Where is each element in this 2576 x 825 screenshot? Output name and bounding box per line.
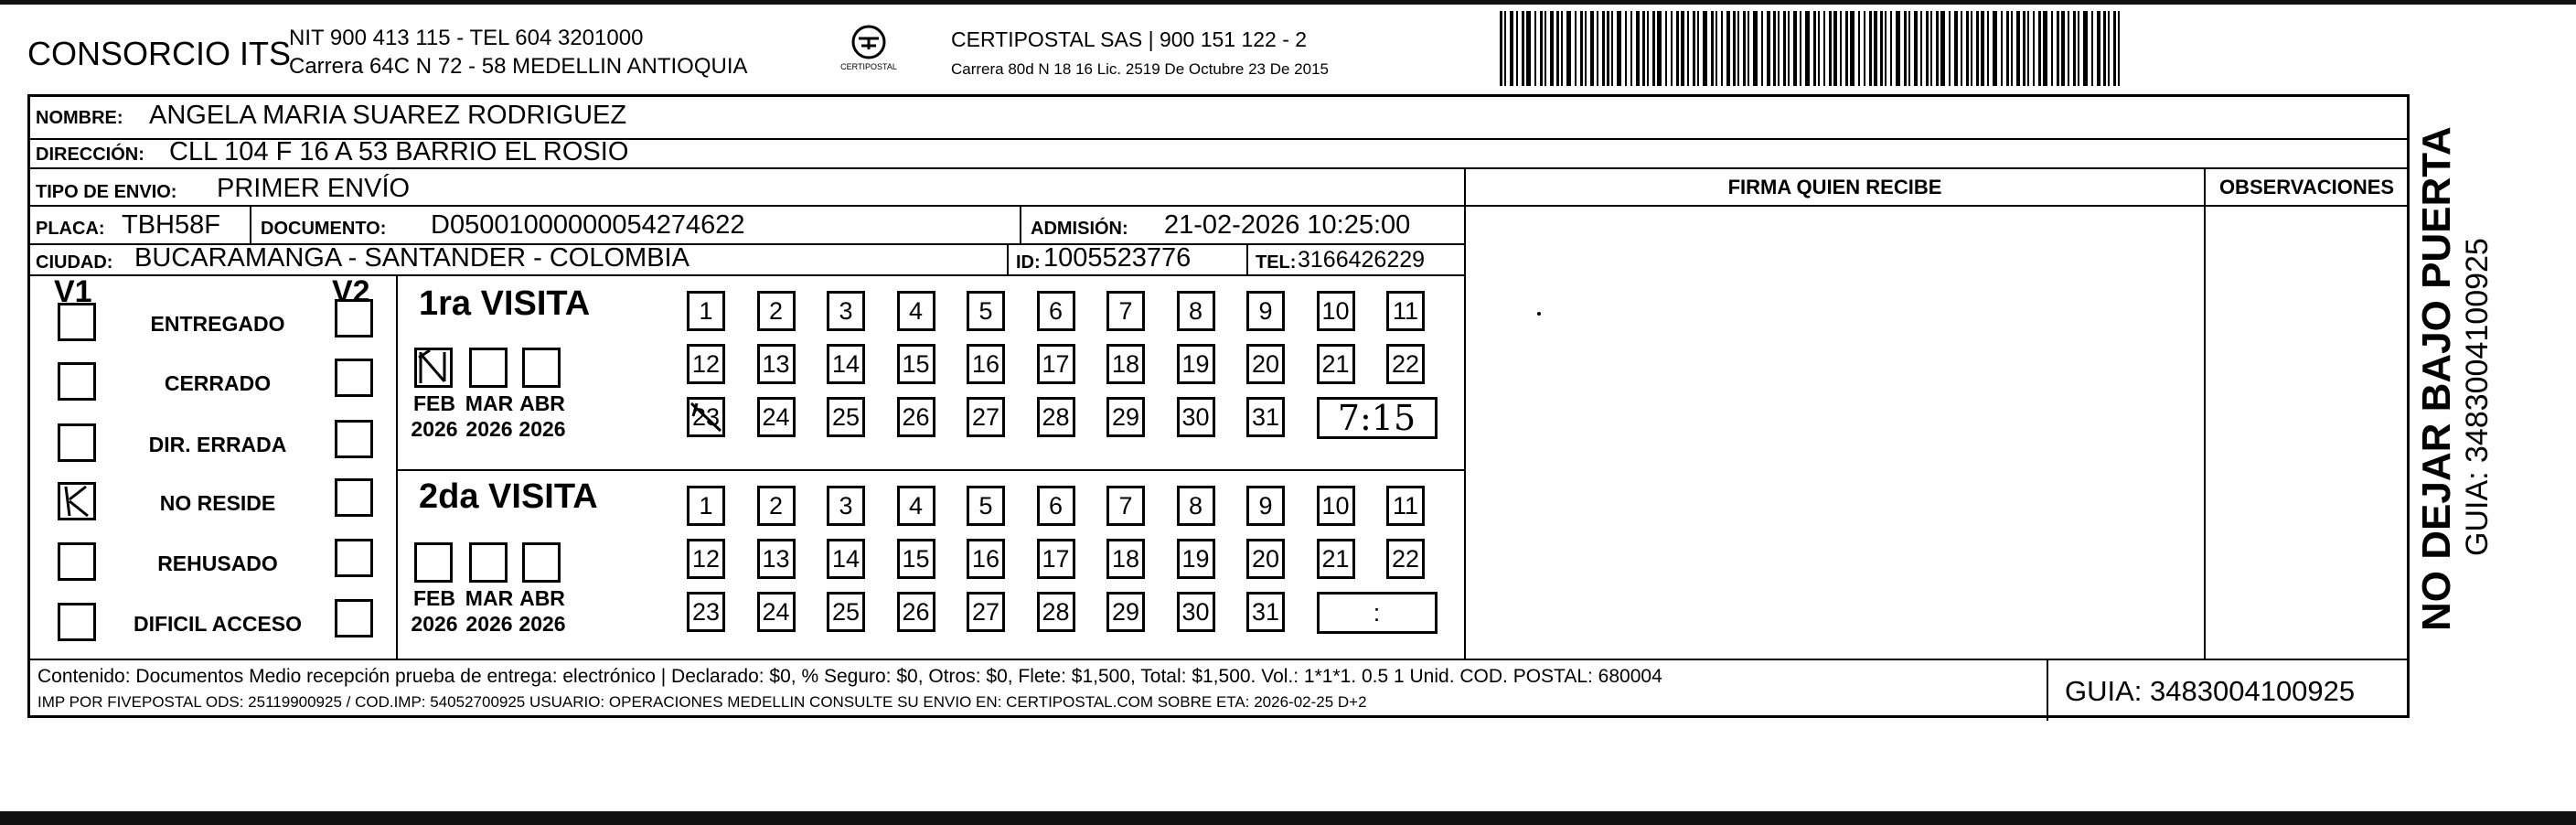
signature-dot <box>1537 312 1541 316</box>
time-field[interactable]: 7:15 <box>1317 397 1438 439</box>
month-label <box>515 585 570 637</box>
tipo-label: TIPO DE ENVIO: <box>36 182 177 202</box>
direccion-value: CLL 104 F 16 A 53 BARRIO EL ROSIO <box>169 137 629 166</box>
first-visit-title: 1ra VISITA <box>419 284 591 323</box>
day-checkbox[interactable]: 9 <box>1246 486 1285 526</box>
day-checkbox[interactable]: 9 <box>1246 291 1285 331</box>
documento-label: DOCUMENTO: <box>261 219 387 239</box>
day-checkbox[interactable]: 25 <box>827 397 865 437</box>
company-info <box>289 24 748 80</box>
day-checkbox[interactable]: 24 <box>757 397 796 437</box>
day-checkbox[interactable]: 14 <box>827 344 865 384</box>
month-year: 2026 <box>465 417 513 441</box>
status-label: NO RESIDE <box>159 491 276 515</box>
day-checkbox[interactable]: 31 <box>1246 592 1285 632</box>
day-checkbox[interactable]: 15 <box>897 344 935 384</box>
day-checkbox[interactable]: 27 <box>967 397 1005 437</box>
day-checkbox[interactable]: 22 <box>1386 344 1425 384</box>
day-checkbox[interactable]: 17 <box>1037 344 1075 384</box>
month-label <box>407 585 462 637</box>
month-checkbox[interactable] <box>469 348 508 388</box>
tipo-value: PRIMER ENVÍO <box>217 174 411 203</box>
company-address: Carrera 64C N 72 - 58 MEDELLIN ANTIOQUIA <box>289 54 748 79</box>
day-checkbox[interactable]: 8 <box>1177 291 1215 331</box>
bottom-border <box>0 811 2576 825</box>
month-label <box>515 391 570 442</box>
observaciones-header: OBSERVACIONES <box>2218 176 2395 198</box>
v1-checkbox[interactable] <box>58 362 96 401</box>
day-checkbox[interactable]: 4 <box>897 486 935 526</box>
id-value: 1005523776 <box>1043 243 1192 273</box>
tel-value: 3166426229 <box>1298 247 1426 273</box>
month-name: ABR <box>519 586 565 610</box>
side-warning: NO DEJAR BAJO PUERTA <box>2414 126 2459 631</box>
day-checkbox[interactable]: 8 <box>1177 486 1215 526</box>
day-checkbox[interactable]: 1 <box>687 486 725 526</box>
day-checkbox[interactable]: 11 <box>1386 291 1425 331</box>
day-checkbox[interactable]: 22 <box>1386 539 1425 579</box>
placa-label: PLACA: <box>36 219 105 239</box>
certipostal-logo-icon <box>837 20 901 82</box>
day-checkbox[interactable]: 3 <box>827 291 865 331</box>
day-checkbox[interactable]: 18 <box>1106 539 1145 579</box>
day-checkbox[interactable]: 30 <box>1177 592 1215 632</box>
day-checkbox[interactable]: 14 <box>827 539 865 579</box>
placa-value: TBH58F <box>122 210 220 240</box>
day-checkbox[interactable]: 12 <box>687 539 725 579</box>
v2-label: V2 <box>332 274 370 309</box>
footer-content: Contenido: Documentos Medio recepción prueba de entrega: electrónico | Declarado: $0, % Seguro: $0, Otros: $0, Flete: $1,500, Total: $1,500. Vol.: 1*1*1. 0.5 1 Unid. COD. POSTAL: 680004 <box>37 666 1662 687</box>
nombre-value: ANGELA MARIA SUAREZ RODRIGUEZ <box>149 101 627 130</box>
ciudad-label: CIUDAD: <box>36 252 113 273</box>
day-checkbox[interactable]: 12 <box>687 344 725 384</box>
day-checkbox[interactable]: 20 <box>1246 539 1285 579</box>
day-checkbox[interactable]: 13 <box>757 344 796 384</box>
day-checkbox[interactable]: 2 <box>757 291 796 331</box>
day-checkbox[interactable]: 31 <box>1246 397 1285 437</box>
tel-label: TEL: <box>1256 252 1297 273</box>
v2-checkbox[interactable] <box>335 420 373 458</box>
carrier-info <box>951 26 1329 83</box>
documento-value: D05001000000054274622 <box>431 210 745 240</box>
v1-checkbox[interactable] <box>58 542 96 581</box>
month-name: MAR <box>465 586 514 610</box>
v2-checkbox[interactable] <box>335 599 373 638</box>
day-checkbox[interactable]: 19 <box>1177 344 1215 384</box>
day-checkbox[interactable]: 16 <box>967 344 1005 384</box>
check-mark-icon <box>689 400 722 434</box>
day-checkbox[interactable]: 28 <box>1037 397 1075 437</box>
month-year: 2026 <box>411 417 458 441</box>
month-year: 2026 <box>518 612 566 636</box>
v1-checkbox[interactable] <box>58 423 96 462</box>
month-checkbox[interactable] <box>522 348 561 388</box>
firma-header: FIRMA QUIEN RECIBE <box>1727 176 1942 198</box>
day-checkbox[interactable]: 16 <box>967 539 1005 579</box>
month-checkbox[interactable] <box>522 542 561 583</box>
logo-text: CERTIPOSTAL <box>840 62 897 71</box>
day-checkbox[interactable]: 11 <box>1386 486 1425 526</box>
admision-label: ADMISIÓN: <box>1031 219 1128 239</box>
day-checkbox[interactable]: 13 <box>757 539 796 579</box>
v1-checkbox[interactable] <box>58 603 96 641</box>
day-checkbox[interactable]: 10 <box>1317 486 1355 526</box>
check-mark-icon <box>417 350 450 385</box>
direccion-label: DIRECCIÓN: <box>36 145 144 165</box>
day-checkbox[interactable]: 19 <box>1177 539 1215 579</box>
day-checkbox[interactable]: 23 <box>687 397 725 437</box>
second-visit-title: 2da VISITA <box>419 477 598 516</box>
day-checkbox[interactable]: 3 <box>827 486 865 526</box>
day-checkbox[interactable]: 7 <box>1106 291 1145 331</box>
company-name: CONSORCIO ITS <box>27 35 292 72</box>
day-checkbox[interactable]: 7 <box>1106 486 1145 526</box>
side-guia: GUIA: 3483004100925 <box>2460 238 2495 556</box>
month-year: 2026 <box>518 417 566 441</box>
delivery-form <box>27 94 2410 718</box>
v2-checkbox[interactable] <box>335 539 373 577</box>
footer-print-info: IMP POR FIVEPOSTAL ODS: 25119900925 / COD.IMP: 54052700925 USUARIO: OPERACIONES MEDELLIN CONSULTE SU ENVIO EN: CERTIPOSTAL.COM SOBRE ETA: 2026-02-25 D+2 <box>37 693 1367 711</box>
month-name: MAR <box>465 391 514 415</box>
carrier-address: Carrera 80d N 18 16 Lic. 2519 De Octubre 23 De 2015 <box>951 60 1329 78</box>
month-name: FEB <box>413 586 455 610</box>
time-field[interactable]: : <box>1317 592 1438 634</box>
day-checkbox[interactable]: 25 <box>827 592 865 632</box>
month-checkbox[interactable] <box>414 348 453 388</box>
month-name: ABR <box>519 391 565 415</box>
month-year: 2026 <box>465 612 513 636</box>
day-checkbox[interactable]: 6 <box>1037 486 1075 526</box>
day-checkbox[interactable]: 26 <box>897 397 935 437</box>
v1-checkbox[interactable] <box>58 482 96 520</box>
day-checkbox[interactable]: 15 <box>897 539 935 579</box>
day-checkbox[interactable]: 21 <box>1317 344 1355 384</box>
top-border <box>0 0 2576 5</box>
v2-checkbox[interactable] <box>335 478 373 517</box>
v1-checkbox[interactable] <box>58 303 96 341</box>
day-checkbox[interactable]: 27 <box>967 592 1005 632</box>
day-checkbox[interactable]: 18 <box>1106 344 1145 384</box>
day-checkbox[interactable]: 26 <box>897 592 935 632</box>
day-checkbox[interactable]: 28 <box>1037 592 1075 632</box>
status-label: DIR. ERRADA <box>148 433 287 456</box>
month-label <box>407 391 462 442</box>
status-label: CERRADO <box>164 371 272 395</box>
day-checkbox[interactable]: 2 <box>757 486 796 526</box>
day-checkbox[interactable]: 10 <box>1317 291 1355 331</box>
footer-guia: GUIA: 3483004100925 <box>2065 675 2356 707</box>
day-checkbox[interactable]: 5 <box>967 486 1005 526</box>
admision-value: 21-02-2026 10:25:00 <box>1164 210 1411 240</box>
day-checkbox[interactable]: 17 <box>1037 539 1075 579</box>
v1-label: V1 <box>54 274 92 309</box>
carrier-name: CERTIPOSTAL SAS | 900 151 122 - 2 <box>951 27 1308 51</box>
day-checkbox[interactable]: 4 <box>897 291 935 331</box>
ciudad-value: BUCARAMANGA - SANTANDER - COLOMBIA <box>134 243 689 273</box>
month-checkbox[interactable] <box>469 542 508 583</box>
barcode <box>1500 11 2286 86</box>
day-checkbox[interactable]: 20 <box>1246 344 1285 384</box>
day-checkbox[interactable]: 6 <box>1037 291 1075 331</box>
nombre-label: NOMBRE: <box>36 108 123 128</box>
day-checkbox[interactable]: 21 <box>1317 539 1355 579</box>
v2-checkbox[interactable] <box>335 359 373 397</box>
status-label: REHUSADO <box>157 552 278 575</box>
status-label: ENTREGADO <box>150 312 285 336</box>
day-checkbox[interactable]: 1 <box>687 291 725 331</box>
check-mark-icon <box>60 485 93 518</box>
day-checkbox[interactable]: 29 <box>1106 592 1145 632</box>
month-label <box>462 391 517 442</box>
day-checkbox[interactable]: 29 <box>1106 397 1145 437</box>
id-label: ID: <box>1016 252 1041 273</box>
v2-checkbox[interactable] <box>335 299 373 338</box>
day-checkbox[interactable]: 30 <box>1177 397 1215 437</box>
month-year: 2026 <box>411 612 458 636</box>
month-label <box>462 585 517 637</box>
day-checkbox[interactable]: 5 <box>967 291 1005 331</box>
month-name: FEB <box>413 391 455 415</box>
day-checkbox[interactable]: 23 <box>687 592 725 632</box>
company-nit: NIT 900 413 115 - TEL 604 3201000 <box>289 26 644 50</box>
day-checkbox[interactable]: 24 <box>757 592 796 632</box>
status-label: DIFICIL ACCESO <box>133 612 302 636</box>
month-checkbox[interactable] <box>414 542 453 583</box>
